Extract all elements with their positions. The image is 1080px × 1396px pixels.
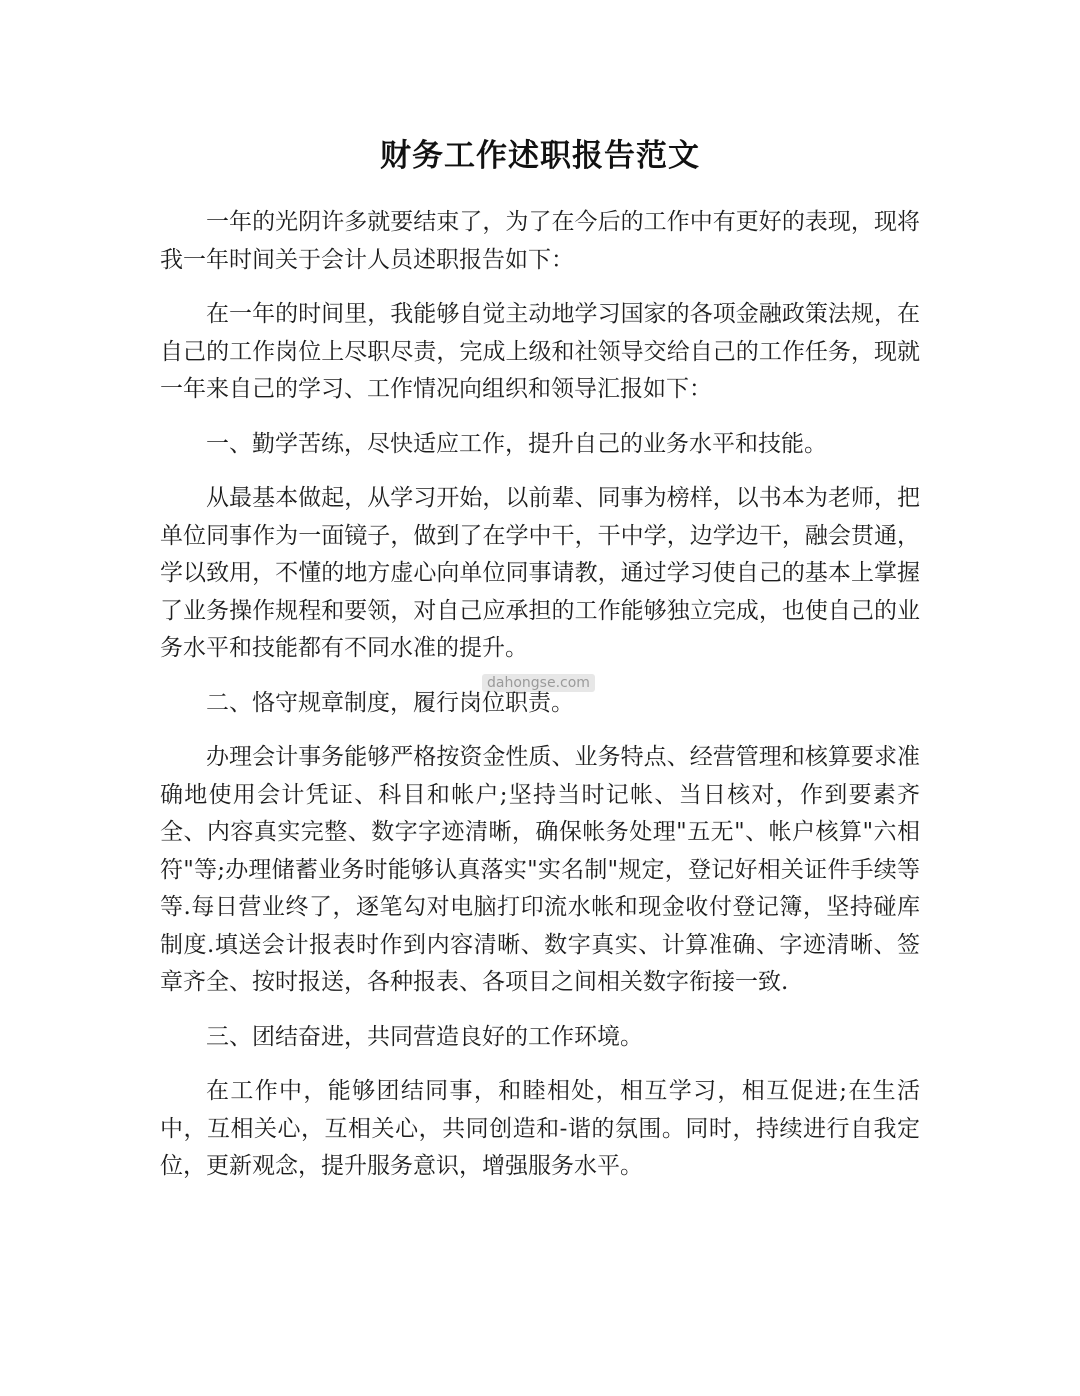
section-heading-3: 三、团结奋进，共同营造良好的工作环境。 bbox=[206, 1023, 643, 1050]
paragraph-intro: 一年的光阴许多就要结束了，为了在今后的工作中有更好的表现，现将我一年时间关于会计人员述职报告如下： bbox=[160, 209, 920, 273]
paragraph-section-3: 在工作中，能够团结同事，和睦相处，相互学习，相互促进;在生活中，互相关心，互相关心，共同创造和-谐的氛围。同时，持续进行自我定位，更新观念，提升服务意识，增强服务水平。 bbox=[160, 1078, 920, 1179]
paragraph-overview: 在一年的时间里，我能够自觉主动地学习国家的各项金融政策法规，在自己的工作岗位上尽职尽责，完成上级和社领导交给自己的工作任务，现就一年来自己的学习、工作情况向组织和领导汇报如下： bbox=[160, 301, 920, 402]
paragraph-section-1: 从最基本做起，从学习开始，以前辈、同事为榜样，以书本为老师，把单位同事作为一面镜子，做到了在学中干，干中学，边学边干，融会贯通，学以致用，不懂的地方虚心向单位同事请教，通过学习使自己的基本上掌握了业务操作规程和要领，对自己应承担的工作能够独立完成，也使自己的业务水平和技能都有不同水准的提升。 bbox=[160, 485, 920, 661]
section-heading-1: 一、勤学苦练，尽快适应工作，提升自己的业务水平和技能。 bbox=[206, 430, 827, 457]
document-body bbox=[160, 204, 920, 1203]
section-heading-2: 二、恪守规章制度，履行岗位职责。 bbox=[206, 689, 574, 716]
document-title: 财务工作述职报告范文 bbox=[380, 138, 700, 174]
paragraph-section-2: 办理会计事务能够严格按资金性质、业务特点、经营管理和核算要求准确地使用会计凭证、科目和帐户;坚持当时记帐、当日核对，作到要素齐全、内容真实完整、数字字迹清晰，确保帐务处理"五无"、帐户核算"六相符"等;办理储蓄业务时能够认真落实"实名制"规定，登记好相关证件手续等等.每日营业终了，逐笔勾对电脑打印流水帐和现金收付登记簿，坚持碰库制度.填送会计报表时作到内容清晰、数字真实、计算准确、字迹清晰、签章齐全、按时报送，各种报表、各项目之间相关数字衔接一致. bbox=[160, 744, 920, 995]
watermark: dahongse.com bbox=[482, 674, 595, 692]
